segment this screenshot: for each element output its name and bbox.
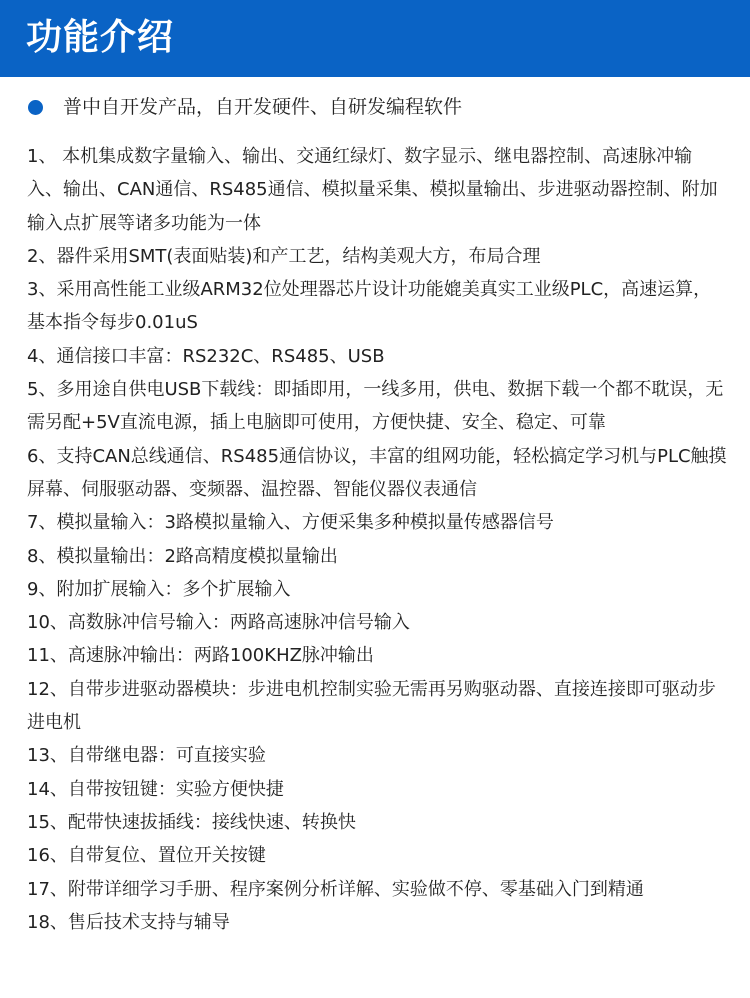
feature-item-18: 18、售后技术支持与辅导 <box>27 911 230 933</box>
feature-item-11: 11、高速脉冲输出：两路100KHZ脉冲输出 <box>27 645 374 667</box>
feature-item-15: 15、配带快速拔插线：接线快速、转换快 <box>27 811 356 833</box>
feature-item-8: 8、模拟量输出：2路高精度模拟量输出 <box>27 545 338 567</box>
feature-item-14: 14、自带按钮键：实验方便快捷 <box>27 778 284 800</box>
subtitle-row <box>28 92 462 122</box>
feature-item-16: 16、自带复位、置位开关按键 <box>27 845 266 867</box>
feature-item-10: 10、高数脉冲信号输入：两路高速脉冲信号输入 <box>27 612 410 634</box>
page-title: 功能介绍 <box>26 17 175 58</box>
feature-item-4: 4、通信接口丰富：RS232C、RS485、USB <box>27 345 385 367</box>
feature-item-3: 3、采用高性能工业级ARM32位处理器芯片设计功能媲美真实工业级PLC，高速运算，基本指令每步0.01uS <box>27 279 712 334</box>
feature-item-9: 9、附加扩展输入：多个扩展输入 <box>27 578 291 600</box>
feature-item-1: 1、 本机集成数字量输入、输出、交通红绿灯、数字显示、继电器控制、高速脉冲输入、输出、CAN通信、RS485通信、模拟量采集、模拟量输出、步进驱动器控制、附加输入点扩展等诸多功能为一体 <box>27 146 718 234</box>
subtitle-text: 普中自开发产品，自开发硬件、自研发编程软件 <box>63 96 463 118</box>
feature-list <box>27 140 727 939</box>
feature-item-5: 5、多用途自供电USB下载线：即插即用，一线多用，供电、数据下载一个都不耽误，无需另配+5V直流电源，插上电脑即可使用，方便快捷、安全、稳定、可靠 <box>27 379 724 434</box>
feature-item-7: 7、模拟量输入：3路模拟量输入、方便采集多种模拟量传感器信号 <box>27 512 554 534</box>
header-banner <box>0 0 750 77</box>
feature-item-13: 13、自带继电器：可直接实验 <box>27 745 266 767</box>
feature-item-6: 6、支持CAN总线通信、RS485通信协议，丰富的组网功能，轻松搞定学习机与PLC触摸屏幕、伺服驱动器、变频器、温控器、智能仪器仪表通信 <box>27 445 727 500</box>
feature-item-12: 12、自带步进驱动器模块：步进电机控制实验无需再另购驱动器、直接连接即可驱动步进电机 <box>27 678 716 734</box>
feature-item-17: 17、附带详细学习手册、程序案例分析详解、实验做不停、零基础入门到精通 <box>27 878 644 900</box>
feature-item-2: 2、器件采用SMT(表面贴装)和产工艺，结构美观大方，布局合理 <box>27 245 541 267</box>
blue-dot-icon <box>28 100 43 115</box>
